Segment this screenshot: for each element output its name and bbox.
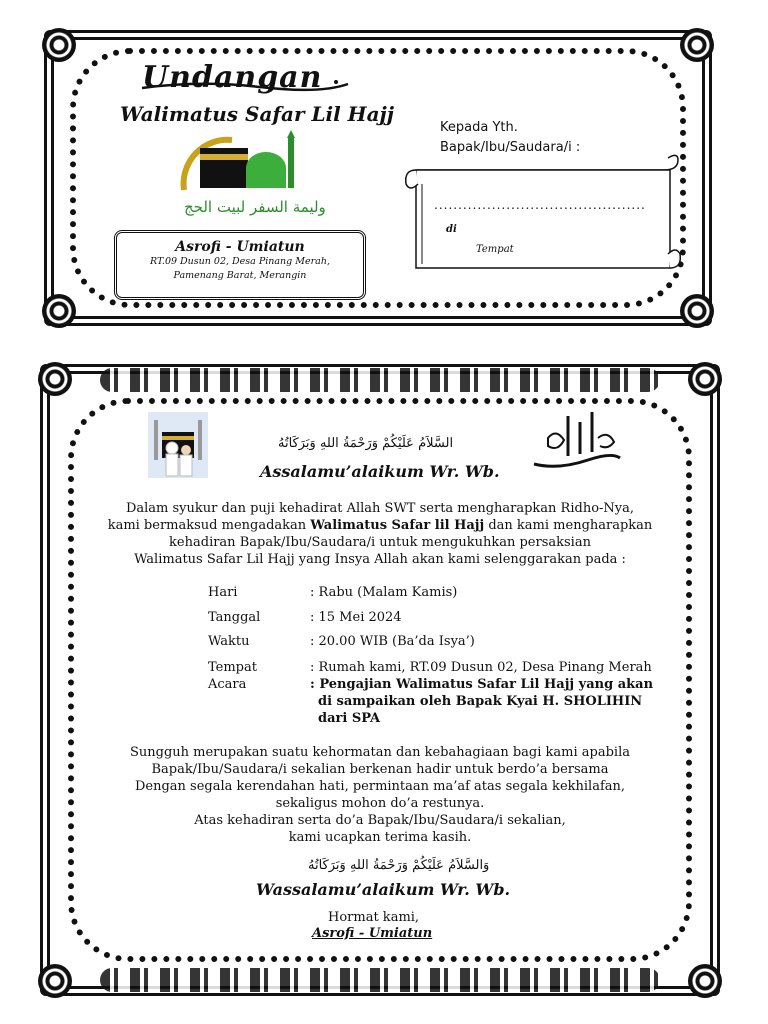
event-title: Walimatus Safar Lil Hajj <box>120 102 395 126</box>
hari-value: : Rabu (Malam Kamis) <box>310 585 458 600</box>
envelope-card <box>44 30 712 326</box>
tempat-label: Tempat <box>476 244 514 255</box>
host-names: Asrofi - Umiatun <box>175 239 305 255</box>
acara-value-3: dari SPA <box>318 711 381 726</box>
closing-line-6: kami ucapkan terima kasih. <box>288 830 472 845</box>
intro-line-1: Dalam syukur dan puji kehadirat Allah SWT serta mengharapkan Ridho-Nya, <box>125 501 635 516</box>
corner-ornament-icon <box>42 294 76 328</box>
acara-label: Acara <box>208 677 247 692</box>
bottom-ornament-band <box>100 968 660 992</box>
tempat-value: : Rumah kami, RT.09 Dusun 02, Desa Pinang Merah <box>310 660 652 675</box>
waktu-value: : 20.00 WIB (Ba’da Isya’) <box>310 634 475 649</box>
calligraphy-swash-icon <box>140 78 350 92</box>
arabic-closing: وَالسَّلاَمُ عَلَيْكُمْ وَرَحْمَةُ اللهِ وَبَرَكَاتُهُ <box>308 858 490 873</box>
corner-ornament-icon <box>688 964 722 998</box>
logo-arabic-text: وليمة السفر لبيت الحج <box>184 198 326 216</box>
hari-label: Hari <box>208 585 238 600</box>
intro-text: dan kami mengharapkan <box>484 518 653 533</box>
invitation-card <box>40 364 720 996</box>
top-ornament-band <box>100 368 660 392</box>
kepada-line-1: Kepada Yth. <box>440 120 518 135</box>
bismillah-calligraphy-icon <box>528 408 624 478</box>
closing-line-4: sekaligus mohon do’a restunya. <box>275 796 485 811</box>
closing-line-2: Bapak/Ibu/Saudara/i sekalian berkenan hadir untuk berdo’a bersama <box>151 762 609 777</box>
hormat-kami: Hormat kami, <box>328 910 420 925</box>
corner-ornament-icon <box>680 28 714 62</box>
event-name-bold: Walimatus Safar lil Hajj <box>310 518 485 533</box>
tanggal-label: Tanggal <box>208 610 261 625</box>
corner-ornament-icon <box>688 362 722 396</box>
assalam-greeting: Assalamu’alaikum Wr. Wb. <box>260 462 500 481</box>
kaaba-mosque-logo-icon <box>174 130 326 226</box>
corner-ornament-icon <box>38 362 72 396</box>
tanggal-value: : 15 Mei 2024 <box>310 610 402 625</box>
corner-ornament-icon <box>680 294 714 328</box>
waktu-label: Waktu <box>208 634 250 649</box>
intro-text: kami bermaksud mengadakan <box>107 518 311 533</box>
tempat-label: Tempat <box>208 660 257 675</box>
kepada-line-2: Bapak/Ibu/Saudara/i : <box>440 140 581 155</box>
scroll-banner-icon <box>402 154 682 276</box>
corner-ornament-icon <box>38 964 72 998</box>
di-label: di <box>446 224 457 235</box>
arabic-greeting: السَّلاَمُ عَلَيْكُمْ وَرَحْمَةُ اللهِ وَبَرَكَاتُهُ <box>278 436 454 451</box>
host-name-box <box>114 230 366 300</box>
recipient-blank-line: ............................................ <box>434 198 646 212</box>
address-line-2: Pamenang Barat, Merangin <box>173 270 307 281</box>
closing-line-1: Sungguh merupakan suatu kehormatan dan kebahagiaan bagi kami apabila <box>129 745 631 760</box>
undangan-heading: Undangan <box>142 60 323 95</box>
intro-line-3: kehadiran Bapak/Ibu/Saudara/i untuk mengukuhkan persaksian <box>169 535 591 550</box>
intro-line-2 <box>80 517 680 534</box>
closing-line-5: Atas kehadiran serta do’a Bapak/Ibu/Saudara/i sekalian, <box>194 813 566 828</box>
recipient-heading <box>440 118 580 158</box>
corner-ornament-icon <box>42 28 76 62</box>
wassalam-greeting: Wassalamu’alaikum Wr. Wb. <box>256 880 511 899</box>
hajj-couple-kaaba-icon <box>148 412 208 478</box>
signature: Asrofi - Umiatun <box>312 926 433 941</box>
intro-line-4: Walimatus Safar Lil Hajj yang Insya Allah akan kami selenggarakan pada : <box>134 552 626 567</box>
acara-value-1: : Pengajian Walimatus Safar Lil Hajj yang akan <box>310 677 654 692</box>
address-line-1: RT.09 Dusun 02, Desa Pinang Merah, <box>150 256 330 267</box>
closing-line-3: Dengan segala kerendahan hati, permintaan ma’af atas segala kekhilafan, <box>134 779 626 794</box>
acara-value-2: di sampaikan oleh Bapak Kyai H. SHOLIHIN <box>318 694 643 709</box>
